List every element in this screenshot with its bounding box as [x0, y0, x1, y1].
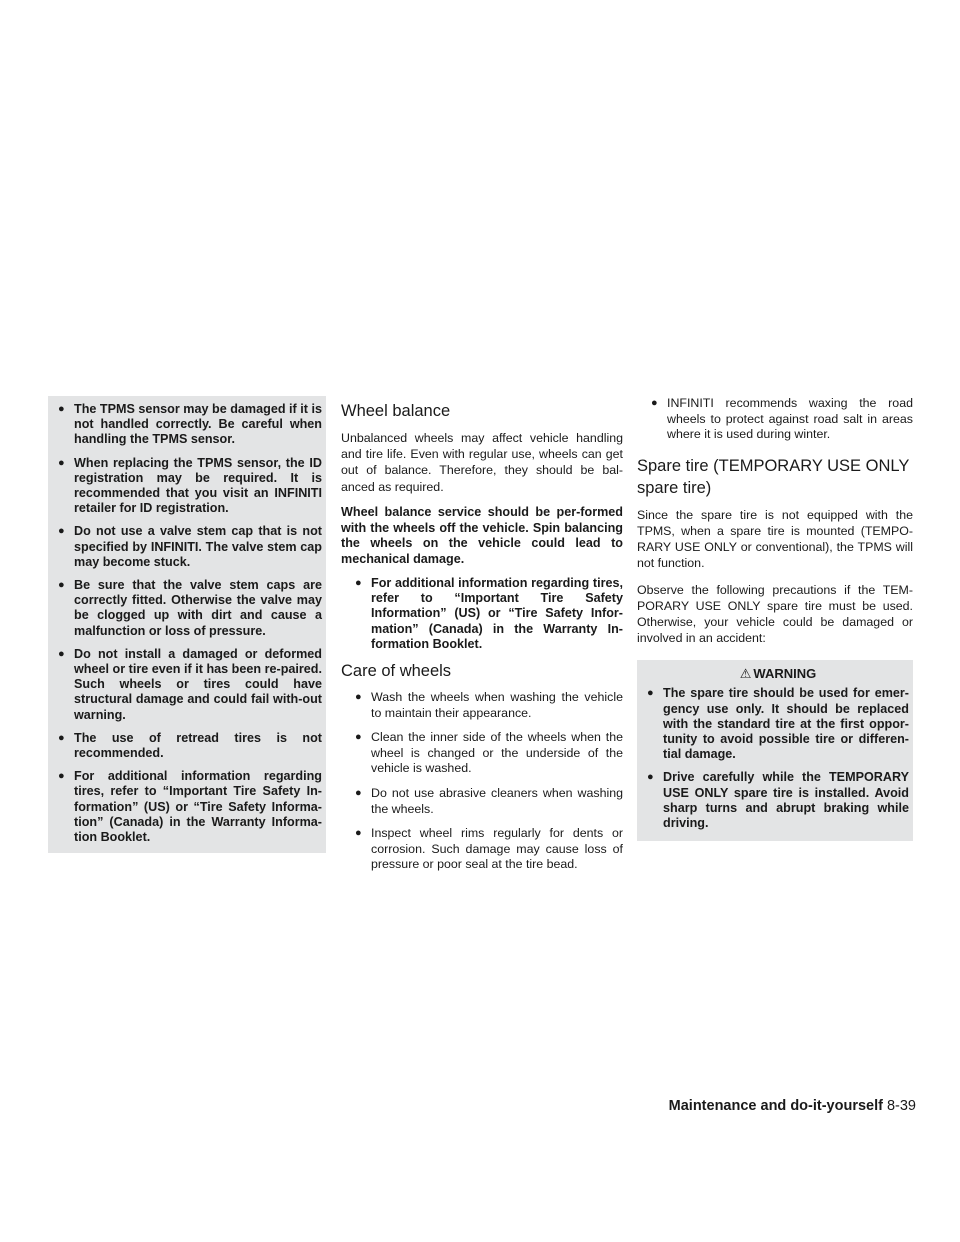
waxing-bullet: ● INFINITI recommends waxing the road wheels to protect against road salt in areas where it is used during winter.	[651, 396, 913, 443]
warning-triangle-icon: ⚠	[739, 666, 752, 682]
warning-box	[637, 660, 913, 841]
wheel-column	[341, 396, 623, 882]
caution-item: ● Do not install a damaged or deformed wheel or tire even if it has been re-paired. Such wheels or tires could have structural damage and could fail with-out warning.	[58, 647, 322, 723]
caution-item: ● For additional information regarding tires, refer to “Important Tire Safety In-formation” (US) or “Tire Safety Informa-tion” (Canada) in the Warranty Informa-tion Booklet.	[58, 769, 322, 845]
caution-item: ● Do not use a valve stem cap that is not specified by INFINITI. The valve stem cap may become stuck.	[58, 524, 322, 570]
footer-section-title: Maintenance and do-it-yourself	[668, 1098, 883, 1114]
care-item: ● Inspect wheel rims regularly for dents or corrosion. Such damage may cause loss of pressure or poor seal at the tire bead.	[355, 826, 623, 873]
care-item: ● Clean the inner side of the wheels when the wheel is changed or the underside of the vehicle is washed.	[355, 730, 623, 777]
wheel-balance-heading: Wheel balance	[341, 402, 451, 420]
wheel-balance-caution: Wheel balance service should be per-formed with the wheels off the vehicle. Spin balancing the wheels on the vehicle could lead to mechanical damage.	[341, 504, 623, 567]
care-item: ● Wash the wheels when washing the vehicle to maintain their appearance.	[355, 690, 623, 721]
spare-tire-column	[637, 396, 913, 841]
care-of-wheels-heading: Care of wheels	[341, 662, 452, 681]
caution-column	[48, 396, 326, 853]
care-item: ● Do not use abrasive cleaners when washing the wheels.	[355, 786, 623, 817]
caution-item: ● When replacing the TPMS sensor, the ID registration may be required. It is recommended that you visit an INFINITI retailer for ID registration.	[58, 456, 322, 517]
caution-item: ● The TPMS sensor may be damaged if it is not handled correctly. Be careful when handling the TPMS sensor.	[58, 402, 322, 448]
spare-tire-paragraph-2: Observe the following precautions if the TEM-PORARY USE ONLY spare tire must be used. Otherwise, your vehicle could be damaged or involved in an accident:	[637, 582, 913, 646]
warning-header	[647, 660, 909, 686]
caution-item: ● Be sure that the valve stem caps are correctly fitted. Otherwise the valve may be clogged up with dirt and cause a malfunction or loss of pressure.	[58, 578, 322, 639]
spare-tire-heading: Spare tire (TEMPORARY USE ONLY spare tire)	[637, 456, 910, 497]
wheel-balance-bullet: ● For additional information regarding tires, refer to “Important Tire Safety Information” (US) or “Tire Safety Infor-mation” (Canada) in the Warranty In-formation Booklet.	[355, 576, 623, 652]
warning-label: WARNING	[753, 666, 817, 682]
caution-box	[48, 396, 326, 853]
caution-item: ● The use of retread tires is not recommended.	[58, 731, 322, 761]
page-footer	[656, 1098, 916, 1114]
warning-item: ● Drive carefully while the TEMPORARY USE ONLY spare tire is installed. Avoid sharp turns and abrupt braking while driving.	[647, 770, 909, 831]
spare-tire-paragraph-1: Since the spare tire is not equipped with the TPMS, when a spare tire is mounted (TEMPO-RARY USE ONLY or conventional), the TPMS will not function.	[637, 507, 913, 571]
page-number: 8-39	[886, 1098, 916, 1114]
warning-item: ● The spare tire should be used for emer-gency use only. It should be replaced with the standard tire at the first oppor-tunity to avoid possible tire or differen-tial damage.	[647, 686, 909, 762]
wheel-balance-paragraph: Unbalanced wheels may affect vehicle handling and tire life. Even with regular use, wheels can get out of balance. Therefore, they should be bal-anced as required.	[341, 431, 623, 494]
